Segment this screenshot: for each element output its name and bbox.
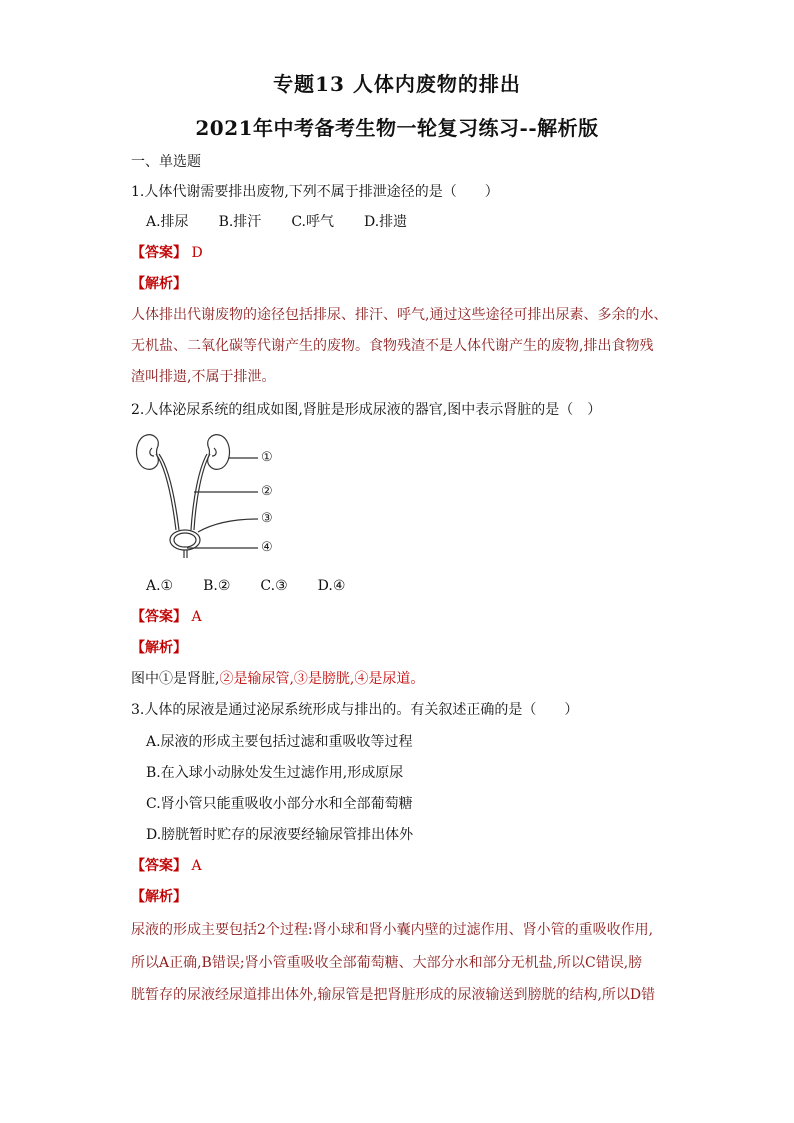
q2-option-c: C.③ [260, 578, 288, 594]
q1-option-c: C.呼气 [291, 214, 334, 230]
q2-analysis-main: 图中①是肾脏, [131, 671, 220, 687]
q3-analysis-line-3: 胱暂存的尿液经尿道排出体外,输尿管是把肾脏形成的尿液输送到膀胱的结构,所以D错 [131, 987, 656, 1003]
answer-value: D [191, 245, 203, 261]
diagram-label-1: ① [261, 450, 273, 465]
q1-option-a: A.排尿 [146, 214, 189, 230]
q1-option-d: D.排遗 [363, 214, 408, 230]
q1-option-b: B.排汗 [218, 214, 262, 230]
right-kidney [208, 435, 230, 470]
q2-options [146, 576, 375, 596]
answer-value: A [191, 609, 202, 625]
q3-option-b: B.在入球小动脉处发生过滤作用,形成原尿 [146, 765, 404, 781]
diagram-label-4: ④ [261, 540, 273, 555]
q1-options [146, 212, 437, 232]
q2-option-b: B.② [203, 578, 231, 594]
left-kidney [137, 435, 159, 470]
q3-analysis-line-1: 尿液的形成主要包括2个过程:肾小球和肾小囊内壁的过滤作用、肾小管的重吸收作用, [131, 922, 654, 938]
answer-tag: 【答案】 [131, 245, 187, 261]
answer-value: A [191, 858, 202, 874]
diagram-label-3: ③ [261, 511, 273, 526]
q3-option-c: C.肾小管只能重吸收小部分水和全部葡萄糖 [146, 796, 413, 812]
q1-analysis-line-2: 无机盐、二氧化碳等代谢产生的废物。食物残渣不是人体代谢产生的废物,排出食物残 [131, 338, 654, 354]
answer-tag: 【答案】 [131, 609, 187, 625]
page-title: 专题13 人体内废物的排出 [273, 72, 521, 96]
q1-answer [131, 243, 203, 263]
q2-option-a: A.① [146, 578, 174, 594]
q3-option-a: A.尿液的形成主要包括过滤和重吸收等过程 [146, 734, 413, 750]
answer-tag: 【答案】 [131, 858, 187, 874]
q2-analysis-highlight: ②是输尿管,③是膀胱,④是尿道。 [219, 671, 425, 687]
q3-analysis-tag: 【解析】 [131, 889, 187, 905]
urinary-system-diagram [132, 428, 292, 563]
q1-stem: 1.人体代谢需要排出废物,下列不属于排泄途径的是（ ） [131, 184, 499, 200]
q2-option-d: D.④ [317, 578, 346, 594]
q3-answer [131, 856, 202, 876]
q3-analysis-line-2: 所以A正确,B错误;肾小管重吸收全部葡萄糖、大部分水和部分无机盐,所以C错误,膀 [131, 955, 643, 971]
page-subtitle: 2021年中考备考生物一轮复习练习--解析版 [195, 116, 599, 140]
q2-analysis [131, 669, 424, 689]
section-heading: 一、单选题 [131, 154, 201, 170]
q2-answer [131, 607, 202, 627]
q1-analysis-line-3: 渣叫排遗,不属于排泄。 [131, 369, 276, 385]
q2-stem: 2.人体泌尿系统的组成如图,肾脏是形成尿液的器官,图中表示肾脏的是（ ） [131, 402, 602, 418]
q3-option-d: D.膀胱暂时贮存的尿液要经输尿管排出体外 [146, 827, 414, 843]
q1-analysis-line-1: 人体排出代谢废物的途径包括排尿、排汗、呼气,通过这些途径可排出尿素、多余的水、 [131, 307, 668, 323]
q3-stem: 3.人体的尿液是通过泌尿系统形成与排出的。有关叙述正确的是（ ） [131, 702, 579, 718]
diagram-label-2: ② [261, 484, 273, 499]
q2-analysis-tag: 【解析】 [131, 640, 187, 656]
q1-analysis-tag: 【解析】 [131, 276, 187, 292]
